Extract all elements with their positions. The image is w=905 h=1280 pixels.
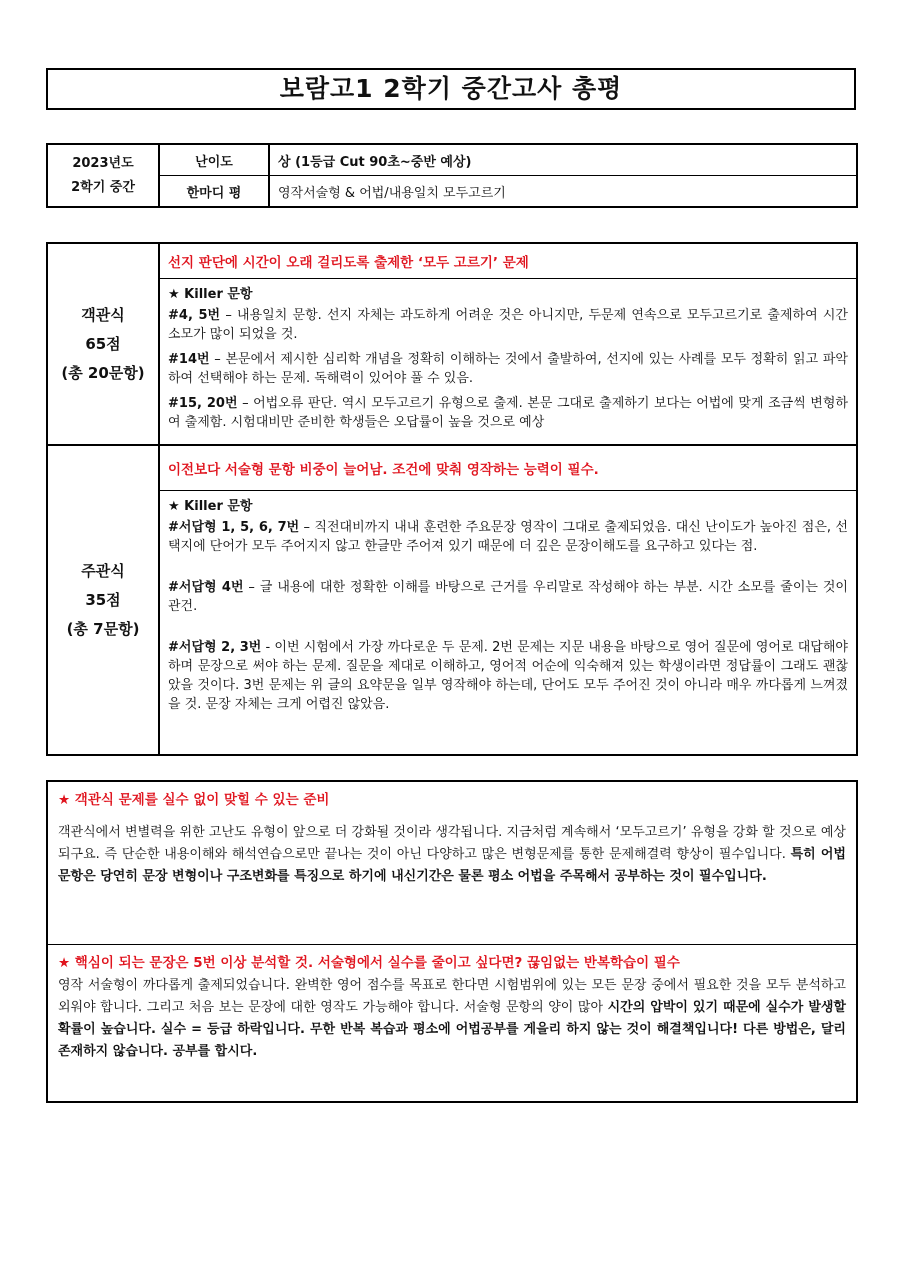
difficulty-label: 난이도 — [159, 144, 269, 176]
subjective-type: 주관식 — [81, 561, 125, 580]
objective-item: #15, 20번 – 어법오류 판단. 역시 모두고르기 유형으로 출제. 본문 그대로 출제하기 보다는 어법에 맞게 조금씩 변형하여 출제함. 시험대비만 준비한 학생들은 오답률이 높을 것으로 예상 — [168, 396, 848, 430]
difficulty-value: 상 (1등급 Cut 90초~중반 예상) — [269, 144, 857, 176]
objective-headline: 선지 판단에 시간이 오래 걸리도록 출제한 ‘모두 고르기’ 문제 — [159, 243, 857, 279]
subjective-section-label — [47, 445, 159, 755]
exam-term: 2학기 중간 — [71, 179, 135, 195]
tip-objective-body: 객관식에서 변별력을 위한 고난도 유형이 앞으로 더 강화될 것이라 생각됩니다. 지금처럼 계속해서 ‘모두고르기’ 유형을 강화 할 것으로 예상되구요. 즉 단순한 내용이해와 해석연습으로만 끝나는 것이 아닌 다양하고 많은 변형문제를 통한 문제해결력 향상이 필수입니다. 특히 어법 문항은 당연히 문장 변형이나 구조변화를 특징으로 하기에 내신기간은 물론 평소 어법을 주목해서 공부하는 것이 필수입니다. — [58, 825, 846, 884]
page-title: 보람고1 2학기 중간고사 총평 — [46, 68, 856, 110]
subjective-item: #서답형 1, 5, 6, 7번 – 직전대비까지 내내 훈련한 주요문장 영작이 그대로 출제되었음. 대신 난이도가 높아진 점은, 선택지에 단어가 모두 주어지지 않고 한글만 주어져 있기 때문에 더 깊은 문장이해도를 요구하고 있다는 점. — [168, 520, 848, 554]
objective-type: 객관식 — [81, 305, 125, 324]
subjective-points: 35점 — [85, 590, 121, 609]
objective-content — [159, 279, 857, 446]
objective-item: #4, 5번 – 내용일치 문항. 선지 자체는 과도하게 어려운 것은 아니지만, 두문제 연속으로 모두고르기로 출제하여 시간 소모가 많이 되었을 것. — [168, 308, 848, 342]
subjective-killer-title: ★ Killer 문항 — [168, 499, 253, 514]
objective-count: (총 20문항) — [61, 363, 145, 382]
tip-objective-heading: ★ 객관식 문제를 실수 없이 맞힐 수 있는 준비 — [58, 792, 330, 808]
tip-subjective-heading: ★ 핵심이 되는 문장은 5번 이상 분석할 것. 서술형에서 실수를 줄이고 싶다면? 끊임없는 반복학습이 필수 — [58, 955, 680, 971]
objective-killer-title: ★ Killer 문항 — [168, 287, 253, 302]
study-tips-table — [46, 780, 858, 1103]
subjective-content — [159, 491, 857, 756]
exam-period-cell — [47, 144, 159, 207]
info-table — [46, 143, 858, 208]
tip-subjective-body: 영작 서술형이 까다롭게 출제되었습니다. 완벽한 영어 점수를 목표로 한다면 시험범위에 있는 모든 문장 중에서 필요한 것을 모두 분석하고 외워야 합니다. 그리고 처음 보는 문장에 대한 영작도 가능해야 합니다. 서술형 문항의 양이 많아 시간의 압박이 있기 때문에 실수가 발생할 확률이 높습니다. 실수 = 등급 하락입니다. 무한 반복 복습과 평소에 어법공부를 게을리 하지 않는 것이 해결책입니다! 다른 방법은, 달리 존재하지 않습니다. 공부를 합시다. — [58, 978, 846, 1059]
review-table — [46, 242, 858, 756]
comment-value: 영작서술형 & 어법/내용일치 모두고르기 — [269, 176, 857, 208]
tip-objective — [47, 781, 857, 945]
objective-section-label — [47, 243, 159, 445]
comment-label: 한마디 평 — [159, 176, 269, 208]
subjective-headline: 이전보다 서술형 문항 비중이 늘어남. 조건에 맞춰 영작하는 능력이 필수. — [159, 445, 857, 491]
tip-subjective — [47, 945, 857, 1103]
subjective-item: #서답형 2, 3번 - 이번 시험에서 가장 까다로운 두 문제. 2번 문제는 지문 내용을 바탕으로 영어 질문에 영어로 대답해야 하며 문장으로 써야 하는 문제. 질문을 제대로 이해하고, 영어적 어순에 익숙해져 있는 학생이라면 정답률이 그래도 괜찮았을 것이다. 3번 문제는 위 글의 요약문을 일부 영작해야 하는데, 단어도 모두 주어진 것이 아니라 매우 까다롭게 느껴졌을 것. 문장 자체는 크게 어렵진 않았음. — [168, 640, 848, 712]
exam-year: 2023년도 — [72, 155, 134, 171]
subjective-count: (총 7문항) — [66, 619, 140, 638]
objective-item: #14번 – 본문에서 제시한 심리학 개념을 정확히 이해하는 것에서 출발하여, 선지에 있는 사례를 모두 정확히 읽고 파악하여 선택해야 하는 문제. 독해력이 있어야 풀 수 있음. — [168, 352, 848, 386]
objective-points: 65점 — [85, 334, 121, 353]
subjective-item: #서답형 4번 – 글 내용에 대한 정확한 이해를 바탕으로 근거를 우리말로 작성해야 하는 부분. 시간 소모를 줄이는 것이 관건. — [168, 580, 848, 614]
